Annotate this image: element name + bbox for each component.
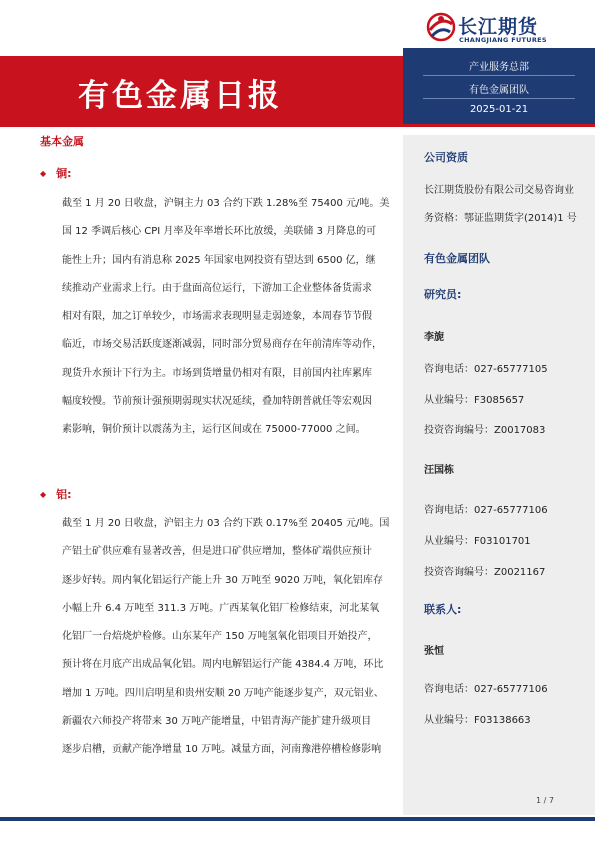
researcher-phone: 咨询电话：027-65777105 [424,364,548,375]
contact-name: 张恒 [424,646,444,657]
paragraph-line: 临近，市场交易活跃度逐渐减弱，同时部分贸易商存在年前清库等动作， [62,339,382,351]
researcher-invest-id: 投资咨询编号：Z0017083 [424,425,546,436]
paragraph-line: 逐步好转。周内氧化铝运行产能上升 30 万吨至 9020 万吨，氧化铝库存 [62,574,383,586]
logo-english-text: CHANGJIANG FUTURES [459,36,547,44]
qualification-text: 长江期货股份有限公司交易咨询业 [424,185,574,196]
copper-heading [40,165,72,181]
team-label: 有色金属团队 [469,85,529,96]
logo-mark-icon [426,10,456,44]
aluminum-heading-label: 铝: [56,488,72,501]
paragraph-line: 国 12 季调后核心 CPI 月率及年率增长环比放缓，美联储 3 月降息的可 [62,226,377,238]
team-title: 有色金属团队 [424,252,490,265]
paragraph-line: 能性上升；国内有消息称 2025 年国家电网投资有望达到 6500 亿，继 [62,254,376,266]
section-title: 基本金属 [40,135,84,148]
aluminum-paragraph [62,510,392,765]
paragraph-line: 截至 1 月 20 日收盘，沪铝主力 03 合约下跌 0.17%至 20405 元/吨。国 [62,518,390,529]
company-logo [418,8,548,48]
paragraph-line: 截至 1 月 20 日收盘，沪铜主力 03 合约下跌 1.28%至 75400 元/吨。美 [62,198,390,209]
paragraph-line: 产铝土矿供应难有显著改善，但是进口矿供应增加，整体矿端供应预计 [62,546,372,558]
info-sidebar [403,135,595,815]
banner-info-box [403,48,595,124]
researcher-invest-id: 投资咨询编号：Z0021167 [424,567,546,578]
paragraph-line: 素影响，铜价预计以震荡为主，运行区间或在 75000-77000 之间。 [62,424,366,436]
paragraph-line: 小幅上升 6.4 万吨至 311.3 万吨。广西某氧化铝厂检修结束，河北某氧 [62,602,380,614]
bullet-icon: ◆ [40,169,47,178]
paragraph-line: 逐步启槽，贡献产能净增量 10 万吨。减量方面，河南豫港停槽检修影响 [62,744,382,756]
report-title: 有色金属日报 [78,78,282,114]
report-date: 2025-01-21 [469,104,529,115]
paragraph-line: 续推动产业需求上行。由于盘面高位运行，下游加工企业整体备货需求 [62,282,372,294]
paragraph-line: 相对有限，加之订单较少，市场需求表现明显走弱迹象，本周春节节假 [62,311,372,323]
paragraph-line: 幅度较慢。节前预计强预期弱现实状况延续，叠加特朗普就任等宏观因 [62,396,372,408]
page-number: 1 / 7 [536,796,554,805]
aluminum-heading [40,486,72,502]
banner-divider [423,98,575,99]
paragraph-line: 现货升水预计下行为主。市场到货增量仍相对有限，目前国内社库累库 [62,367,372,379]
banner-divider [423,75,575,76]
copper-heading-label: 铜: [56,167,72,180]
contact-title: 联系人: [424,603,462,616]
researcher-license: 从业编号：F03101701 [424,536,531,547]
contact-license: 从业编号：F03138663 [424,715,531,726]
researcher-name: 李旎 [424,332,444,343]
copper-paragraph [62,190,392,445]
paragraph-line: 预计将在月底产出成品氧化铝。周内电解铝运行产能 4384.4 万吨，环比 [62,659,384,671]
footer-bar [0,817,595,821]
bullet-icon: ◆ [40,490,47,499]
logo-chinese-text: 长江期货 [458,16,539,38]
contact-phone: 咨询电话：027-65777106 [424,684,548,695]
researcher-phone: 咨询电话：027-65777106 [424,505,548,516]
researcher-name: 汪国栋 [424,465,454,476]
qualification-text: 务资格：鄂证监期货字(2014)1 号 [424,213,577,224]
paragraph-line: 增加 1 万吨。四川启明星和贵州安顺 20 万吨产能逐步复产，双元铝业、 [62,687,384,699]
paragraph-line: 化铝厂一台焙烧炉检修。山东某年产 150 万吨氢氧化铝项目开始投产， [62,631,378,643]
researcher-title: 研究员: [424,288,462,301]
department-label: 产业服务总部 [469,62,529,73]
qualification-title: 公司资质 [424,151,468,164]
paragraph-line: 新疆农六师投产将带来 30 万吨产能增量，中铝青海产能扩建升级项目 [62,716,372,728]
researcher-license: 从业编号：F3085657 [424,395,525,406]
